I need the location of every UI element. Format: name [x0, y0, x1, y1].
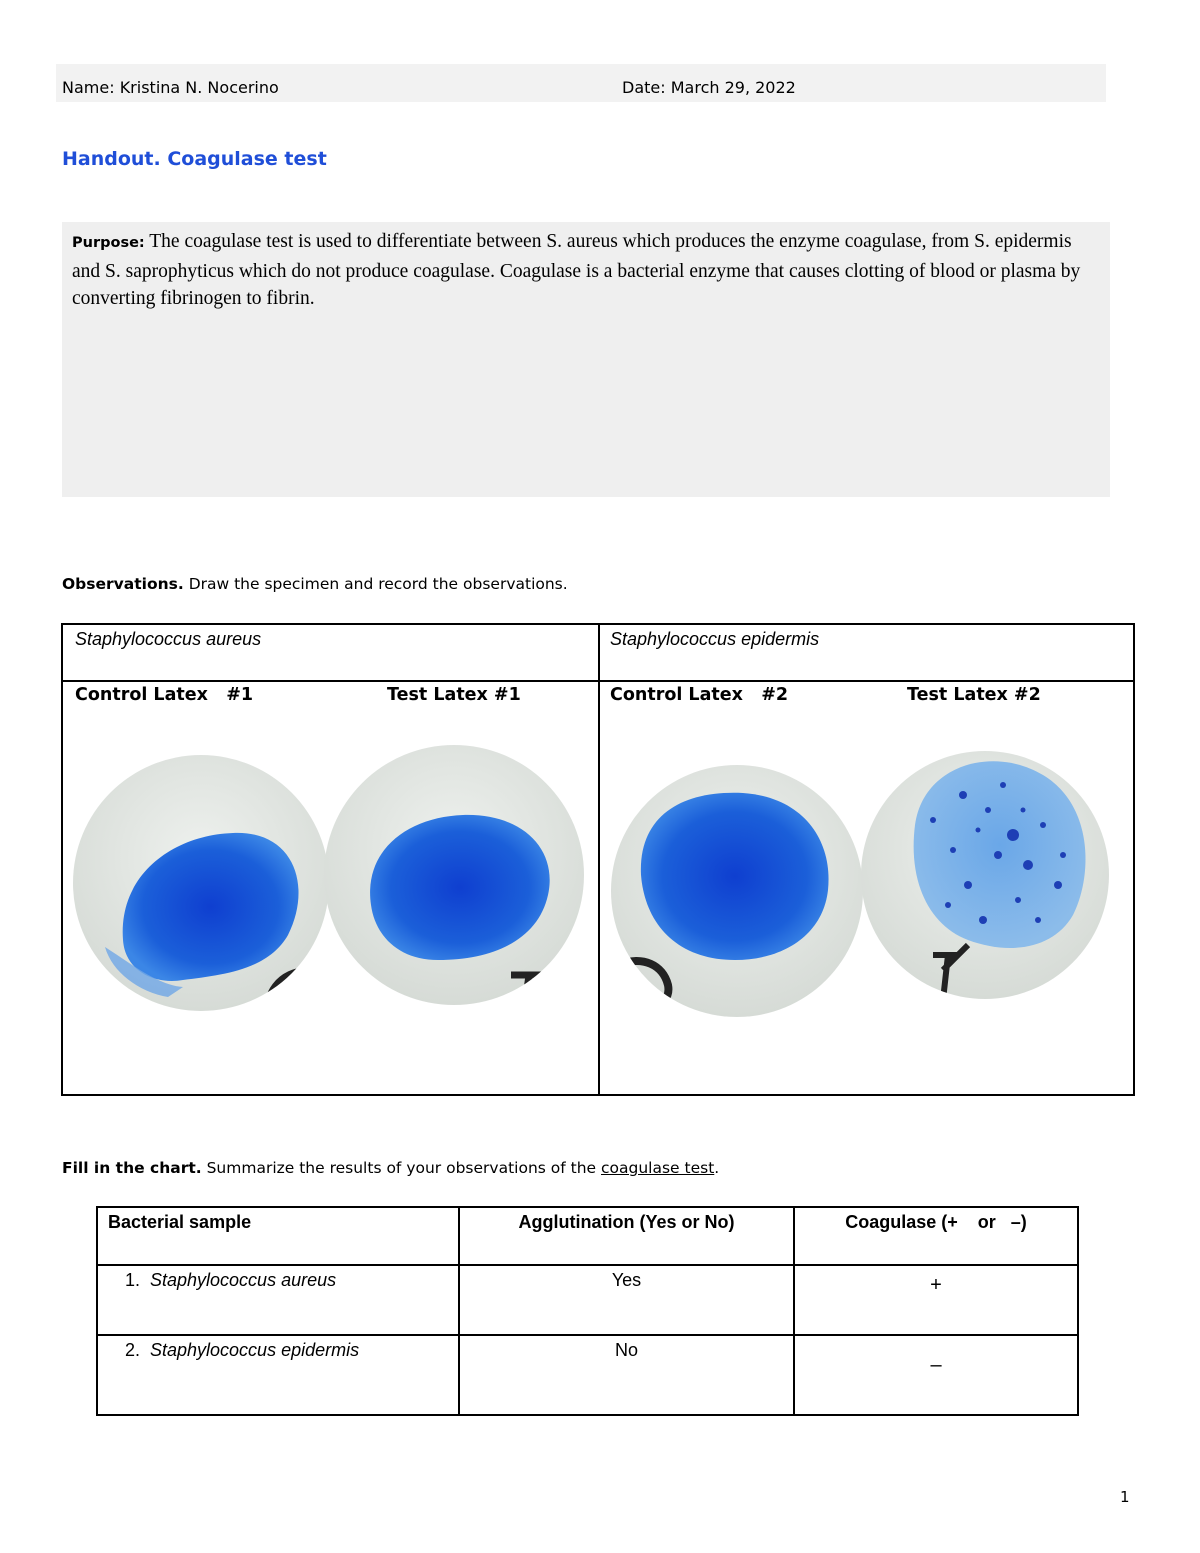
- name-value: Kristina N. Nocerino: [119, 78, 279, 97]
- name-field: [62, 78, 279, 97]
- observations-table: [61, 623, 1135, 1096]
- purpose-box: [62, 222, 1110, 497]
- date-field: [622, 78, 796, 97]
- purpose-paragraph: [72, 228, 1092, 313]
- table-row: [97, 1335, 1078, 1415]
- page-title: Handout. Coagulase test: [62, 148, 327, 170]
- purpose-label: Purpose:: [72, 235, 145, 251]
- header-agglutination: Agglutination (Yes or No): [459, 1207, 794, 1265]
- agglutination-value: No: [459, 1335, 794, 1415]
- header-bacterial-sample: Bacterial sample: [97, 1207, 459, 1265]
- purpose-text: The coagulase test is used to differentiate between S. aureus which produces the enzyme coagulase, from S. epidermis and S. saprophyticus which do not produce coagulase. Coagulase is a bacterial enzyme that causes clotting of blood or plasma by converting fibrinogen to fibrin.: [72, 231, 1081, 309]
- observations-instruction: [62, 575, 568, 593]
- test-latex-2-photo: [861, 751, 1109, 1000]
- coagulase-test-underlined: coagulase test: [601, 1159, 715, 1177]
- control-latex-2-label: Control Latex #2: [610, 685, 789, 705]
- name-label: Name:: [62, 78, 115, 97]
- sample-name: Staphylococcus aureus: [150, 1270, 337, 1290]
- organism-left: Staphylococcus aureus: [75, 629, 262, 649]
- test-latex-1-label: Test Latex #1: [387, 685, 521, 705]
- date-value: March 29, 2022: [670, 78, 796, 97]
- chart-instruction-end: .: [714, 1159, 720, 1177]
- date-label: Date:: [622, 78, 666, 97]
- test-latex-2-label: Test Latex #2: [907, 685, 1041, 705]
- sample-cell: [97, 1265, 459, 1335]
- coagulase-value: –: [794, 1335, 1078, 1415]
- results-table: [96, 1206, 1079, 1416]
- observations-heading: Observations.: [62, 575, 184, 593]
- test-latex-1-photo: [324, 745, 584, 1005]
- page-number: 1: [1120, 1488, 1130, 1506]
- agglutination-value: Yes: [459, 1265, 794, 1335]
- sample-name: Staphylococcus epidermis: [150, 1340, 360, 1360]
- row-number: 1.: [124, 1270, 140, 1290]
- row-number: 2.: [124, 1340, 140, 1360]
- organism-right: Staphylococcus epidermis: [610, 629, 820, 649]
- control-latex-2-photo: [611, 765, 863, 1017]
- results-header-row: [97, 1207, 1078, 1265]
- control-latex-1-photo: [73, 755, 329, 1011]
- table-row: [97, 1265, 1078, 1335]
- chart-heading: Fill in the chart.: [62, 1159, 202, 1177]
- header-coagulase: Coagulase (+ or –): [794, 1207, 1078, 1265]
- control-latex-1-label: Control Latex #1: [75, 685, 254, 705]
- chart-instruction-text: Summarize the results of your observations of the: [206, 1159, 601, 1177]
- chart-instruction: [62, 1159, 719, 1177]
- coagulase-value: +: [794, 1265, 1078, 1335]
- latex-photos: [63, 625, 1133, 1094]
- observations-instruction-text: Draw the specimen and record the observations.: [188, 575, 568, 593]
- sample-cell: [97, 1335, 459, 1415]
